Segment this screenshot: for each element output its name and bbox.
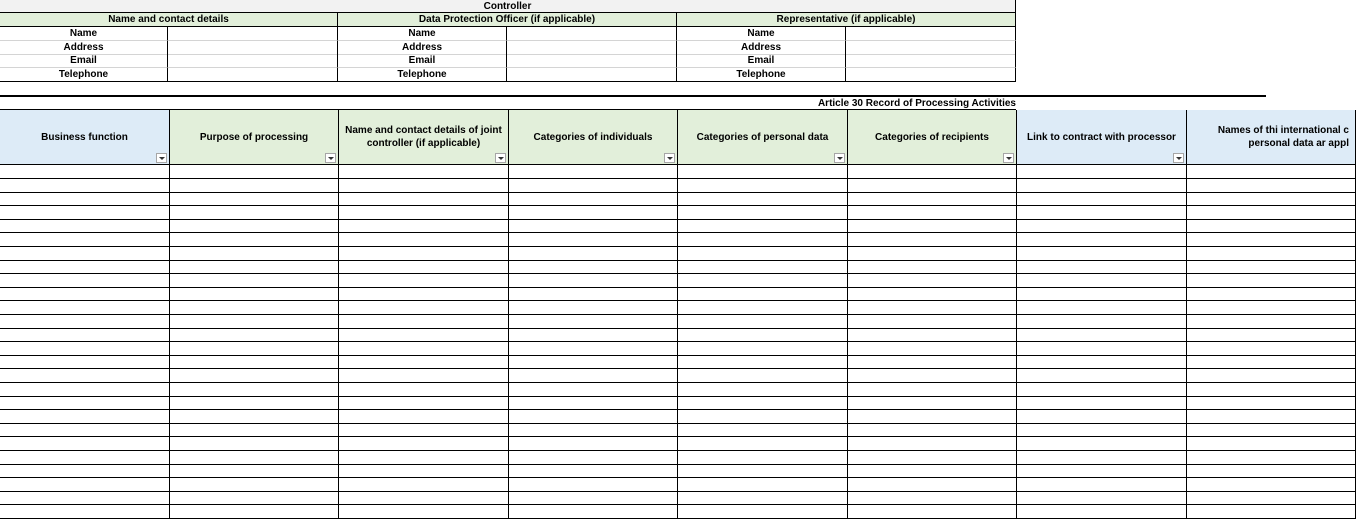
table-cell[interactable] [509, 491, 678, 505]
table-cell[interactable] [509, 464, 678, 478]
table-cell[interactable] [170, 192, 339, 206]
table-cell[interactable] [509, 328, 678, 342]
record-column-header-3-label: Name and contact details of joint controller (if applicable) [345, 125, 502, 149]
table-cell[interactable] [339, 355, 509, 369]
table-cell[interactable] [170, 396, 339, 410]
table-cell[interactable] [339, 396, 509, 410]
table-cell[interactable] [339, 219, 509, 233]
table-cell[interactable] [848, 165, 1017, 179]
table-cell[interactable] [170, 315, 339, 329]
table-cell[interactable] [509, 301, 678, 315]
table-cell[interactable] [509, 260, 678, 274]
table-cell[interactable] [339, 192, 509, 206]
table-cell[interactable] [1187, 505, 1356, 519]
controller-title [0, 0, 1016, 13]
dpo-field-value-address[interactable] [507, 41, 677, 55]
table-cell[interactable] [509, 410, 678, 424]
table-cell[interactable] [678, 260, 848, 274]
table-cell[interactable] [1017, 464, 1187, 478]
table-cell[interactable] [678, 165, 848, 179]
table-cell[interactable] [0, 383, 170, 397]
table-cell[interactable] [1187, 165, 1356, 179]
table-cell[interactable] [1187, 219, 1356, 233]
record-column-header-7-label: Link to contract with processor [1027, 131, 1176, 143]
contact-field-value-name[interactable] [168, 27, 338, 41]
table-cell[interactable] [339, 491, 509, 505]
table-cell[interactable] [678, 505, 848, 519]
table-cell[interactable] [509, 505, 678, 519]
table-cell[interactable] [170, 505, 339, 519]
table-cell[interactable] [339, 464, 509, 478]
table-cell[interactable] [1017, 328, 1187, 342]
table-cell[interactable] [1017, 247, 1187, 261]
table-cell[interactable] [678, 247, 848, 261]
table-cell[interactable] [170, 437, 339, 451]
table-cell[interactable] [0, 260, 170, 274]
table-cell[interactable] [0, 328, 170, 342]
table-cell[interactable] [170, 369, 339, 383]
table-cell[interactable] [0, 179, 170, 193]
table-cell[interactable] [0, 192, 170, 206]
contact-field-label-email[interactable]: Email [0, 54, 168, 68]
table-cell[interactable] [1017, 383, 1187, 397]
table-cell[interactable] [1187, 206, 1356, 220]
record-column-header-6-label: Categories of recipients [875, 131, 989, 143]
table-cell[interactable] [1187, 301, 1356, 315]
table-cell[interactable] [0, 206, 170, 220]
table-cell[interactable] [339, 451, 509, 465]
table-cell[interactable] [678, 315, 848, 329]
table-cell[interactable] [0, 233, 170, 247]
representative-field-value-telephone[interactable] [846, 68, 1016, 82]
representative-field-label-telephone[interactable]: Telephone [677, 68, 846, 82]
table-cell[interactable] [509, 247, 678, 261]
table-cell[interactable] [848, 423, 1017, 437]
table-cell[interactable] [1187, 437, 1356, 451]
table-cell[interactable] [1187, 287, 1356, 301]
table-cell[interactable] [170, 219, 339, 233]
section-header-representative-label: Representative (if applicable) [776, 14, 916, 25]
contact-field-value-address[interactable] [168, 41, 338, 55]
table-cell[interactable] [1017, 423, 1187, 437]
table-cell[interactable] [678, 328, 848, 342]
contact-field-label-address[interactable]: Address [0, 41, 168, 55]
table-cell[interactable] [170, 451, 339, 465]
table-cell[interactable] [509, 355, 678, 369]
table-cell[interactable] [1017, 315, 1187, 329]
table-cell[interactable] [509, 192, 678, 206]
dpo-field-label-name[interactable]: Name [338, 27, 507, 41]
table-cell[interactable] [339, 328, 509, 342]
table-cell[interactable] [1187, 478, 1356, 492]
table-cell[interactable] [848, 451, 1017, 465]
table-cell[interactable] [0, 369, 170, 383]
record-column-header-4-label: Categories of individuals [533, 131, 653, 143]
table-cell[interactable] [170, 233, 339, 247]
table-cell[interactable] [339, 233, 509, 247]
table-cell[interactable] [1187, 260, 1356, 274]
table-cell[interactable] [1187, 451, 1356, 465]
filter-dropdown-icon[interactable] [1003, 153, 1014, 163]
table-cell[interactable] [848, 491, 1017, 505]
table-cell[interactable] [170, 287, 339, 301]
table-cell[interactable] [170, 301, 339, 315]
table-cell[interactable] [848, 219, 1017, 233]
table-cell[interactable] [678, 206, 848, 220]
record-column-header-3[interactable] [339, 110, 509, 165]
table-cell[interactable] [0, 287, 170, 301]
table-cell[interactable] [848, 328, 1017, 342]
table-cell[interactable] [1017, 179, 1187, 193]
table-cell[interactable] [0, 396, 170, 410]
controller-title-text: Controller [483, 0, 532, 12]
table-cell[interactable] [1017, 355, 1187, 369]
dpo-field-label-email[interactable]: Email [338, 54, 507, 68]
table-cell[interactable] [848, 247, 1017, 261]
table-cell[interactable] [0, 165, 170, 179]
table-cell[interactable] [0, 505, 170, 519]
contact-field-label-name[interactable]: Name [0, 27, 168, 41]
table-cell[interactable] [1017, 437, 1187, 451]
table-cell[interactable] [1017, 369, 1187, 383]
table-cell[interactable] [678, 233, 848, 247]
table-cell[interactable] [509, 287, 678, 301]
table-cell[interactable] [848, 315, 1017, 329]
table-cell[interactable] [678, 219, 848, 233]
table-cell[interactable] [509, 274, 678, 288]
table-cell[interactable] [339, 206, 509, 220]
table-cell[interactable] [678, 396, 848, 410]
table-cell[interactable] [339, 247, 509, 261]
table-cell[interactable] [0, 478, 170, 492]
table-cell[interactable] [678, 342, 848, 356]
filter-dropdown-icon[interactable] [156, 153, 167, 163]
table-cell[interactable] [1017, 233, 1187, 247]
table-cell[interactable] [1187, 396, 1356, 410]
table-cell[interactable] [0, 355, 170, 369]
representative-field-label-address[interactable]: Address [677, 41, 846, 55]
table-cell[interactable] [1187, 179, 1356, 193]
filter-dropdown-icon[interactable] [325, 153, 336, 163]
table-cell[interactable] [1017, 478, 1187, 492]
table-cell[interactable] [170, 260, 339, 274]
table-cell[interactable] [1187, 369, 1356, 383]
table-cell[interactable] [339, 165, 509, 179]
table-cell[interactable] [848, 437, 1017, 451]
table-cell[interactable] [848, 410, 1017, 424]
table-cell[interactable] [848, 179, 1017, 193]
record-column-header-5-label: Categories of personal data [696, 131, 829, 143]
table-cell[interactable] [1017, 301, 1187, 315]
record-column-header-1-label: Business function [41, 131, 128, 143]
table-cell[interactable] [678, 410, 848, 424]
contact-field-label-telephone[interactable]: Telephone [0, 68, 168, 82]
table-cell[interactable] [678, 464, 848, 478]
table-cell[interactable] [1187, 355, 1356, 369]
table-cell[interactable] [0, 451, 170, 465]
table-cell[interactable] [1187, 315, 1356, 329]
table-cell[interactable] [1187, 233, 1356, 247]
table-cell[interactable] [170, 165, 339, 179]
table-cell[interactable] [0, 342, 170, 356]
dpo-field-label-address[interactable]: Address [338, 41, 507, 55]
table-cell[interactable] [1187, 410, 1356, 424]
table-cell[interactable] [1187, 464, 1356, 478]
table-cell[interactable] [678, 451, 848, 465]
filter-dropdown-icon[interactable] [495, 153, 506, 163]
contact-field-value-telephone[interactable] [168, 68, 338, 82]
table-cell[interactable] [1017, 192, 1187, 206]
table-cell[interactable] [170, 423, 339, 437]
table-cell[interactable] [1187, 383, 1356, 397]
table-cell[interactable] [0, 423, 170, 437]
table-cell[interactable] [339, 179, 509, 193]
representative-field-label-email[interactable]: Email [677, 54, 846, 68]
record-title [0, 97, 1016, 110]
table-cell[interactable] [848, 192, 1017, 206]
table-cell[interactable] [1017, 219, 1187, 233]
table-cell[interactable] [848, 369, 1017, 383]
table-cell[interactable] [339, 478, 509, 492]
table-cell[interactable] [170, 478, 339, 492]
table-cell[interactable] [678, 383, 848, 397]
table-cell[interactable] [339, 369, 509, 383]
table-cell[interactable] [509, 383, 678, 397]
table-cell[interactable] [509, 233, 678, 247]
filter-dropdown-icon[interactable] [834, 153, 845, 163]
section-header-representative[interactable] [677, 13, 1016, 27]
table-cell[interactable] [848, 206, 1017, 220]
table-cell[interactable] [339, 274, 509, 288]
table-cell[interactable] [848, 464, 1017, 478]
table-cell[interactable] [509, 219, 678, 233]
section-header-dpo-label: Data Protection Officer (if applicable) [418, 14, 596, 25]
table-cell[interactable] [1187, 342, 1356, 356]
dpo-field-value-name[interactable] [507, 27, 677, 41]
section-header-dpo[interactable] [338, 13, 677, 27]
table-cell[interactable] [339, 342, 509, 356]
table-cell[interactable] [1187, 247, 1356, 261]
table-cell[interactable] [1017, 260, 1187, 274]
table-cell[interactable] [848, 342, 1017, 356]
table-cell[interactable] [848, 260, 1017, 274]
filter-dropdown-icon[interactable] [664, 153, 675, 163]
table-cell[interactable] [339, 260, 509, 274]
table-cell[interactable] [339, 410, 509, 424]
representative-field-value-name[interactable] [846, 27, 1016, 41]
table-cell[interactable] [339, 437, 509, 451]
table-cell[interactable] [1017, 505, 1187, 519]
spacer-row-1 [0, 82, 1266, 96]
table-cell[interactable] [170, 464, 339, 478]
table-cell[interactable] [678, 301, 848, 315]
table-cell[interactable] [678, 478, 848, 492]
table-cell[interactable] [678, 355, 848, 369]
table-cell[interactable] [1187, 491, 1356, 505]
table-cell[interactable] [1017, 342, 1187, 356]
dpo-field-label-telephone[interactable]: Telephone [338, 68, 507, 82]
table-cell[interactable] [848, 287, 1017, 301]
table-cell[interactable] [509, 165, 678, 179]
table-cell[interactable] [509, 423, 678, 437]
table-cell[interactable] [0, 274, 170, 288]
record-column-header-7[interactable] [1017, 110, 1187, 165]
table-cell[interactable] [1017, 451, 1187, 465]
table-cell[interactable] [0, 437, 170, 451]
table-cell[interactable] [1017, 287, 1187, 301]
table-cell[interactable] [1017, 274, 1187, 288]
table-cell[interactable] [509, 206, 678, 220]
section-header-contact-label: Name and contact details [108, 14, 229, 25]
table-cell[interactable] [678, 437, 848, 451]
table-cell[interactable] [0, 491, 170, 505]
section-header-contact[interactable] [0, 13, 338, 27]
table-cell[interactable] [509, 315, 678, 329]
table-cell[interactable] [339, 505, 509, 519]
table-cell[interactable] [170, 179, 339, 193]
record-column-header-8-label: Names of thi international c personal data ar appl [1217, 125, 1349, 149]
representative-field-value-email[interactable] [846, 54, 1016, 68]
table-cell[interactable] [170, 491, 339, 505]
table-cell[interactable] [1187, 274, 1356, 288]
table-cell[interactable] [848, 383, 1017, 397]
contact-field-value-email[interactable] [168, 54, 338, 68]
table-cell[interactable] [848, 505, 1017, 519]
representative-field-value-address[interactable] [846, 41, 1016, 55]
table-cell[interactable] [339, 423, 509, 437]
table-cell[interactable] [509, 342, 678, 356]
table-cell[interactable] [0, 315, 170, 329]
table-cell[interactable] [678, 274, 848, 288]
table-cell[interactable] [0, 219, 170, 233]
table-cell[interactable] [170, 274, 339, 288]
table-cell[interactable] [170, 355, 339, 369]
record-column-header-2[interactable] [170, 110, 339, 165]
table-cell[interactable] [678, 491, 848, 505]
table-cell[interactable] [678, 423, 848, 437]
table-cell[interactable] [170, 247, 339, 261]
table-cell[interactable] [509, 451, 678, 465]
table-cell[interactable] [0, 464, 170, 478]
table-cell[interactable] [170, 328, 339, 342]
table-cell[interactable] [678, 287, 848, 301]
table-cell[interactable] [848, 233, 1017, 247]
record-column-header-8[interactable] [1187, 110, 1356, 165]
table-cell[interactable] [509, 179, 678, 193]
record-title-text: Article 30 Record of Processing Activities [817, 97, 1016, 109]
table-cell[interactable] [1017, 206, 1187, 220]
record-column-header-4[interactable] [509, 110, 678, 165]
table-cell[interactable] [1187, 328, 1356, 342]
table-cell[interactable] [848, 274, 1017, 288]
table-cell[interactable] [339, 287, 509, 301]
table-cell[interactable] [848, 478, 1017, 492]
table-cell[interactable] [170, 410, 339, 424]
table-cell[interactable] [509, 437, 678, 451]
dpo-field-value-telephone[interactable] [507, 68, 677, 82]
table-cell[interactable] [1017, 410, 1187, 424]
table-cell[interactable] [678, 369, 848, 383]
record-column-header-2-label: Purpose of processing [199, 131, 309, 143]
table-cell[interactable] [170, 206, 339, 220]
record-column-header-1[interactable] [0, 110, 170, 165]
table-cell[interactable] [339, 383, 509, 397]
filter-dropdown-icon[interactable] [1173, 153, 1184, 163]
representative-field-label-name[interactable]: Name [677, 27, 846, 41]
table-cell[interactable] [1017, 396, 1187, 410]
table-cell[interactable] [509, 369, 678, 383]
table-cell[interactable] [0, 410, 170, 424]
table-cell[interactable] [170, 342, 339, 356]
table-cell[interactable] [509, 478, 678, 492]
table-cell[interactable] [1017, 165, 1187, 179]
table-cell[interactable] [848, 301, 1017, 315]
table-cell[interactable] [1187, 192, 1356, 206]
table-cell[interactable] [1017, 491, 1187, 505]
table-cell[interactable] [339, 315, 509, 329]
table-cell[interactable] [848, 355, 1017, 369]
table-cell[interactable] [0, 301, 170, 315]
table-cell[interactable] [339, 301, 509, 315]
table-cell[interactable] [0, 247, 170, 261]
table-cell[interactable] [678, 179, 848, 193]
record-column-header-5[interactable] [678, 110, 848, 165]
table-cell[interactable] [1187, 423, 1356, 437]
table-cell[interactable] [170, 383, 339, 397]
dpo-field-value-email[interactable] [507, 54, 677, 68]
table-cell[interactable] [848, 396, 1017, 410]
table-cell[interactable] [509, 396, 678, 410]
record-column-header-6[interactable] [848, 110, 1017, 165]
table-cell[interactable] [678, 192, 848, 206]
